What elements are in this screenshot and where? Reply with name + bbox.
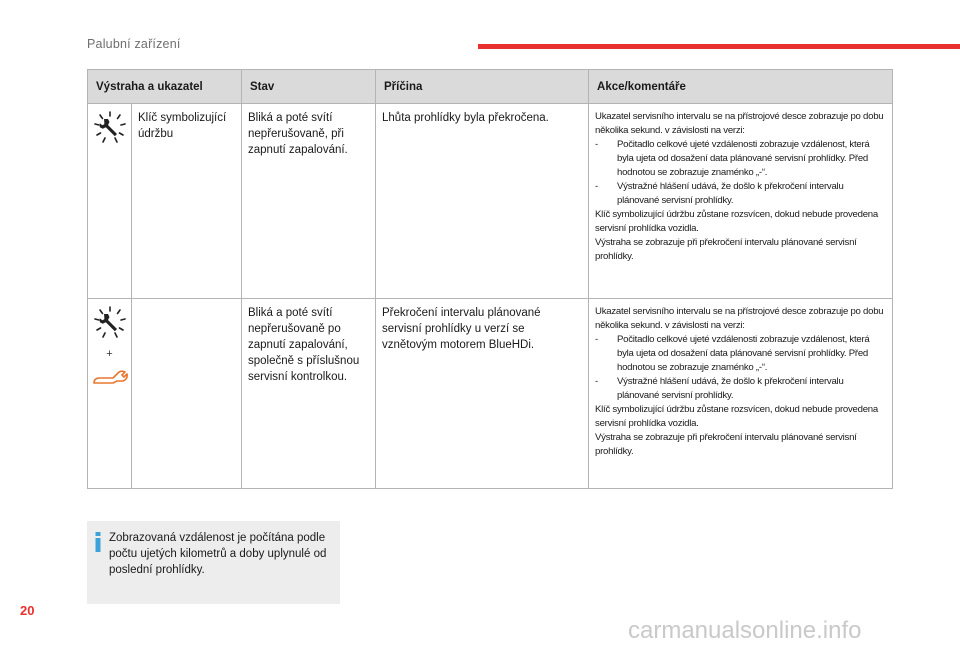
- comment-bullet: - Výstražné hlášení udává, že došlo k překročení intervalu plánované servisní prohlídky.: [595, 181, 844, 206]
- comment-outro: Klíč symbolizující údržbu zůstane rozsvícen, dokud nebude provedena servisní prohlídka vozidla.: [595, 209, 878, 234]
- table-row: [88, 299, 893, 489]
- header-accent-bar: [478, 44, 960, 49]
- indicator-cell: [132, 299, 242, 489]
- comment-outro: Klíč symbolizující údržbu zůstane rozsvícen, dokud nebude provedena servisní prohlídka vozidla.: [595, 404, 878, 429]
- comment-bullet: - Počitadlo celkové ujeté vzdálenosti zobrazuje vzdálenost, která byla ujeta od dosažení data plánované servisní prohlídky. Před hodnotou se zobrazuje znaménko „-“.: [595, 334, 870, 373]
- wrench-rays-icon: [93, 305, 127, 344]
- info-box: [87, 521, 340, 604]
- page-number: 20: [20, 603, 35, 618]
- cause-cell: Překročení intervalu plánované servisní prohlídky u verzí se vznětovým motorem BlueHDi.: [376, 299, 589, 489]
- symbol-cell: [88, 104, 132, 299]
- comment-bullet: - Počitadlo celkové ujeté vzdálenosti zobrazuje vzdálenost, která byla ujeta od dosažení data plánované servisní prohlídky. Před hodnotou se zobrazuje znaménko „-“.: [595, 139, 870, 178]
- comment-bullet: - Výstražné hlášení udává, že došlo k překročení intervalu plánované servisní prohlídky.: [595, 376, 844, 401]
- column-header-action: Akce/komentáře: [589, 70, 893, 104]
- warning-table: [87, 69, 893, 489]
- comment-outro: Výstraha se zobrazuje při překročení intervalu plánované servisní prohlídky.: [595, 432, 857, 457]
- plus-sign: +: [106, 348, 113, 360]
- section-title: Palubní zařízení: [87, 37, 181, 51]
- comment-intro: Ukazatel servisního intervalu se na přístrojové desce zobrazuje po dobu několika sekund. v závislosti na verzi:: [595, 306, 884, 331]
- wrench-outline-icon: [91, 364, 129, 391]
- table-header-row: [88, 70, 893, 104]
- wrench-rays-icon: [93, 110, 127, 149]
- table-row: [88, 104, 893, 299]
- column-header-state: Stav: [242, 70, 376, 104]
- state-cell: Bliká a poté svítí nepřerušovaně po zapnutí zapalování, společně s příslušnou servisní kontrolkou.: [242, 299, 376, 489]
- state-cell: Bliká a poté svítí nepřerušovaně, při zapnutí zapalování.: [242, 104, 376, 299]
- column-header-indicator: Výstraha a ukazatel: [88, 70, 242, 104]
- comment-intro: Ukazatel servisního intervalu se na přístrojové desce zobrazuje po dobu několika sekund. v závislosti na verzi:: [595, 111, 884, 136]
- column-header-cause: Příčina: [376, 70, 589, 104]
- symbol-cell: [88, 299, 132, 489]
- cause-cell: Lhůta prohlídky byla překročena.: [376, 104, 589, 299]
- comment-outro: Výstraha se zobrazuje při překročení intervalu plánované servisní prohlídky.: [595, 237, 857, 262]
- comment-cell: [589, 104, 893, 299]
- comment-cell: [589, 299, 893, 489]
- indicator-cell: Klíč symbolizující údržbu: [132, 104, 242, 299]
- info-icon: [94, 532, 102, 557]
- watermark: carmanualsonline.info: [628, 617, 862, 644]
- info-text: Zobrazovaná vzdálenost je počítána podle počtu ujetých kilometrů a doby uplynulé od poslední prohlídky.: [109, 532, 327, 576]
